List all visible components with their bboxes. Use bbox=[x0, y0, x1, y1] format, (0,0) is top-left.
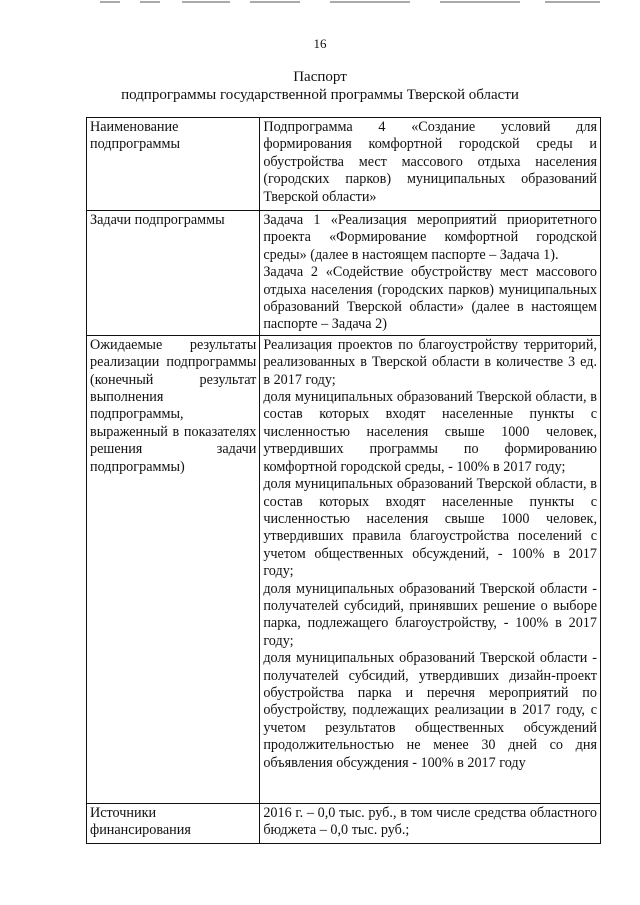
content-paragraph: 2016 г. – 0,0 тыс. руб., в том числе средства областного бюджета – 0,0 тыс. руб.; bbox=[263, 804, 597, 839]
content-paragraph: доля муниципальных образований Тверской области - получателей субсидий, утвердивших дизайн-проект обустройства парка и перечня мероприятий по обустройству, подлежащих реализации в 2017 году, с учетом результатов общественных обсуждений продолжительностью не менее 30 дней со дня объявления обсуждения - 100% в 2017 году bbox=[263, 650, 597, 771]
title-line-2: подпрограммы государственной программы Тверской области bbox=[121, 87, 519, 103]
row-content bbox=[260, 211, 601, 336]
row-label: Ожидаемые результаты реализации подпрограммы (конечный результат выполнения подпрограммы, выраженный в показателях решения задачи подпрограммы) bbox=[87, 335, 260, 803]
row-label: Наименование подпрограммы bbox=[87, 118, 260, 211]
table-row bbox=[87, 211, 601, 336]
row-label: Источники финансирования bbox=[87, 803, 260, 843]
row-content bbox=[260, 118, 601, 211]
table-row bbox=[87, 118, 601, 211]
page-number: 16 bbox=[313, 36, 327, 51]
row-content bbox=[260, 803, 601, 843]
document-title bbox=[0, 68, 640, 104]
content-paragraph: Задача 2 «Содействие обустройству мест массового отдыха населения (городских парков) муниципальных образований Тверской области» (далее в настоящем паспорте – Задача 2) bbox=[263, 264, 597, 333]
row-label: Задачи подпрограммы bbox=[87, 211, 260, 336]
passport-table bbox=[86, 117, 601, 844]
table-row bbox=[87, 335, 601, 803]
content-paragraph: Подпрограмма 4 «Создание условий для формирования комфортной городской среды и обустройства мест массового отдыха населения (городских парков) муниципальных образований Тверской области» bbox=[263, 119, 597, 205]
table-row bbox=[87, 803, 601, 843]
title-line-1: Паспорт bbox=[293, 69, 347, 85]
content-paragraph: доля муниципальных образований Тверской области, в состав которых входят населенные пункты с численностью населения свыше 1000 человек, утвердивших правила благоустройства поселений с учетом общественных обсуждений, - 100% в 2017 году; bbox=[263, 476, 597, 580]
row-content bbox=[260, 335, 601, 803]
content-paragraph: Задача 1 «Реализация мероприятий приоритетного проекта «Формирование комфортной городской среды» (далее в настоящем паспорте – Задача 1). bbox=[263, 212, 597, 263]
content-paragraph: Реализация проектов по благоустройству территорий, реализованных в Тверской области в количестве 3 ед. в 2017 году; bbox=[263, 336, 597, 388]
content-paragraph: доля муниципальных образований Тверской области, в состав которых входят населенные пункты с численностью населения свыше 1000 человек, утвердивших программы по формированию комфортной городской среды, - 100% в 2017 году; bbox=[263, 389, 597, 475]
scan-edge-marks bbox=[0, 0, 640, 8]
content-paragraph: доля муниципальных образований Тверской области - получателей субсидий, принявших решение о выборе парка, подлежащего благоустройству, - 100% в 2017 году; bbox=[263, 580, 597, 649]
